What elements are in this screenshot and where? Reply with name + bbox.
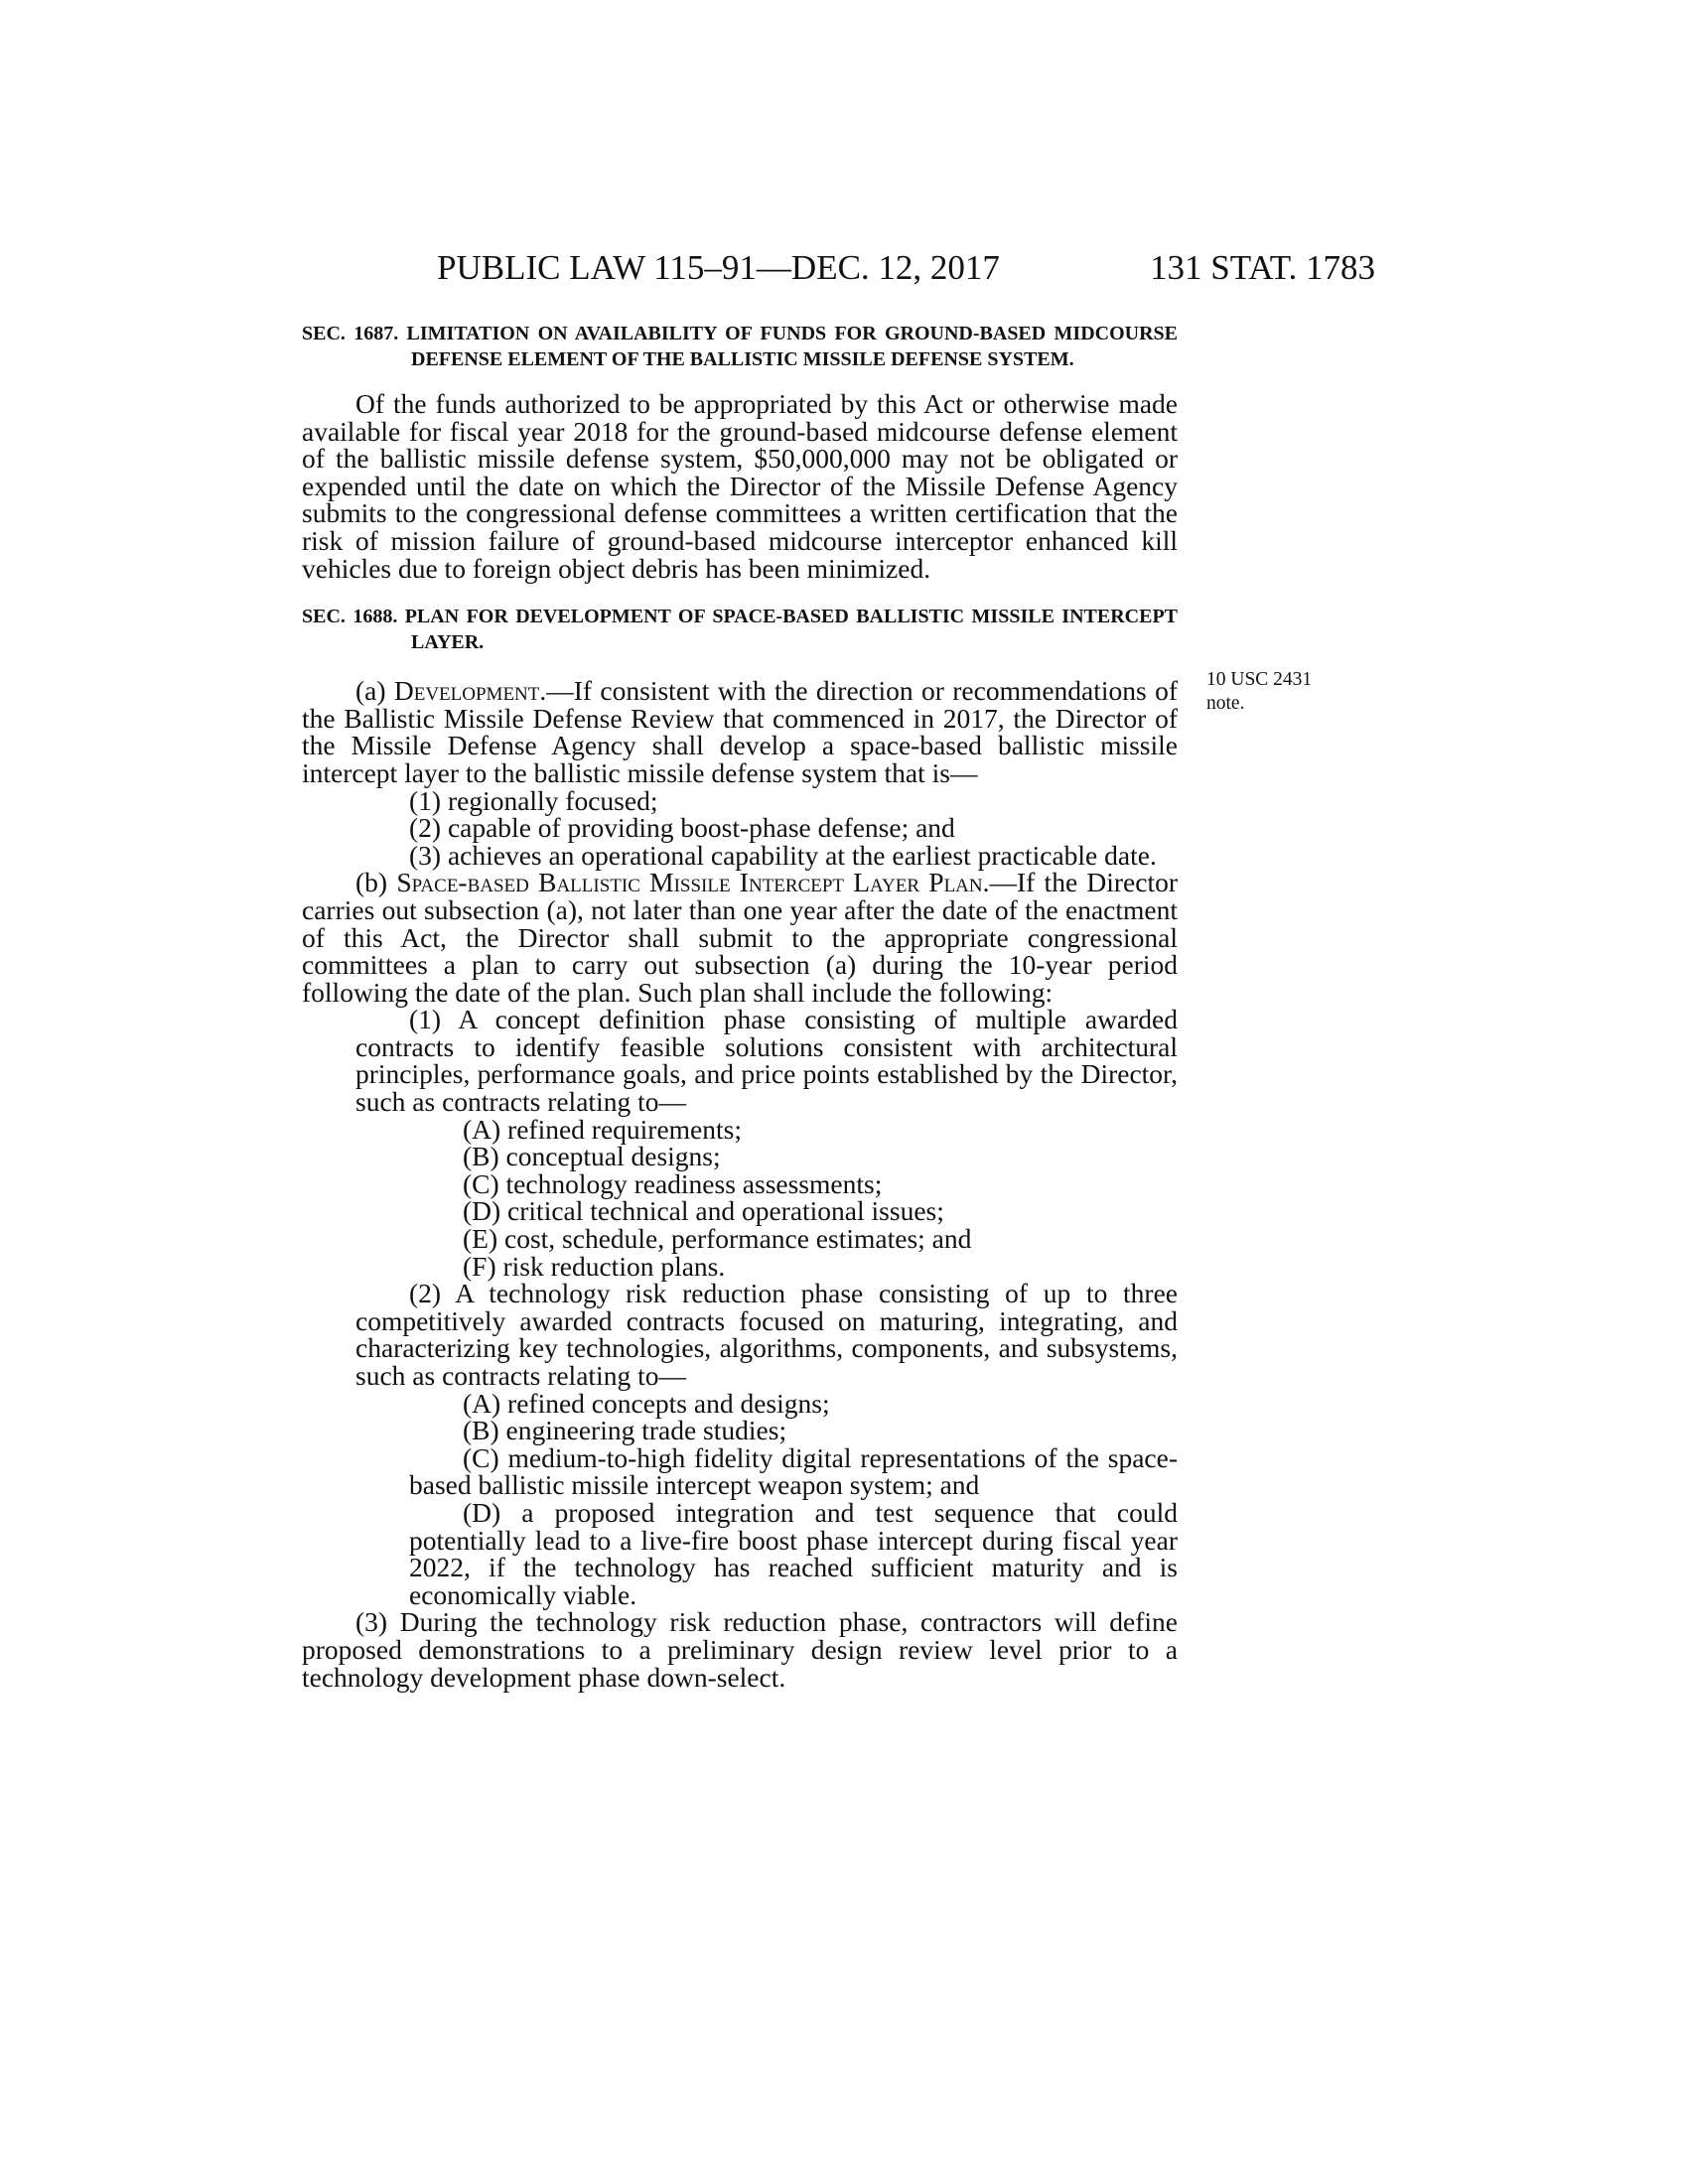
section-1687-text: Of the funds authorized to be appropriated by this Act or otherwise made available for fiscal year 2018 for the ground-based midcourse defense element of the ballistic missile defense system, $50,000,000 may not be obligated or expended until the date on which the Director of the Missile Defense Agency submits to the congressional defense committees a written certification that the risk of mission failure of ground-based midcourse interceptor enhanced kill vehicles due to foreign object debris has been minimized. xyxy=(302,388,1178,584)
subparagraph-b1-b: (B) conceptual designs; xyxy=(463,1141,721,1172)
paragraph-b3: (3) During the technology risk reduction phase, contractors will define proposed demonstrations to a preliminary design review level prior to a technology development phase down-select. xyxy=(302,1606,1178,1693)
subsection-a xyxy=(302,677,1178,786)
subsection-b-caption: Space-based Ballistic Missile Intercept Layer Plan xyxy=(396,867,983,898)
subparagraph-b1-f: (F) risk reduction plans. xyxy=(463,1250,726,1282)
subsection-a-caption: Development xyxy=(393,675,540,707)
paragraph-a1: (1) regionally focused; xyxy=(409,784,658,816)
subsection-b-text: .—If the Director carries out subsection (a), not later than one year after the date of the enactment of this Act, the Director shall submit to the appropriate congressional committees a plan to carry out subsection (a) during the 10-year period following the date of the plan. Such plan shall include the following: xyxy=(302,867,1179,1008)
subparagraph-b1-d: (D) critical technical and operational issues; xyxy=(463,1195,944,1227)
subsection-b xyxy=(302,869,1178,1006)
public-law-title: PUBLIC LAW 115–91—DEC. 12, 2017 xyxy=(437,248,1000,287)
margin-note-citation: 10 USC 2431 xyxy=(1206,669,1313,690)
paragraph-b1: (1) A concept definition phase consisting of multiple awarded contracts to identify feasible solutions consistent with architectural principles, performance goals, and price points established by the Director, such as contracts relating to— xyxy=(355,1004,1178,1118)
margin-note-suffix: note. xyxy=(1206,693,1245,714)
subparagraph-b1-a: (A) refined requirements; xyxy=(463,1113,742,1145)
subparagraph-b2-b: (B) engineering trade studies; xyxy=(463,1415,787,1446)
margin-note xyxy=(1206,668,1326,716)
subsection-a-text: .—If consistent with the direction or recommendations of the Ballistic Missile Defense Review that commenced in 2017, the Director of the Missile Defense Agency shall develop a space-based ballistic missile intercept layer to the ballistic missile defense system that is— xyxy=(302,675,1178,788)
paragraph-a3: (3) achieves an operational capability at the earliest practicable date. xyxy=(409,839,1157,871)
subsection-a-label: (a) xyxy=(355,675,394,707)
section-1688-heading: SEC. 1688. PLAN FOR DEVELOPMENT OF SPACE-BASED BALLISTIC MISSILE INTERCEPT LAYER. xyxy=(302,606,1178,654)
page-header xyxy=(437,248,1375,288)
subparagraph-b2-a: (A) refined concepts and designs; xyxy=(463,1387,830,1419)
subsection-b-label: (b) xyxy=(355,867,397,898)
subparagraph-b1-e: (E) cost, schedule, performance estimates; and xyxy=(463,1223,972,1255)
subparagraph-b2-d: (D) a proposed integration and test sequence that could potentially lead to a live-fire boost phase intercept during fiscal year 2022, if the technology has reached sufficient maturity and is economically viable. xyxy=(409,1496,1178,1610)
statute-page-number: 131 STAT. 1783 xyxy=(1150,248,1375,287)
subparagraph-b1-c: (C) technology readiness assessments; xyxy=(463,1167,883,1199)
paragraph-a2: (2) capable of providing boost-phase defense; and xyxy=(409,812,955,844)
paragraph-b2: (2) A technology risk reduction phase consisting of up to three competitively awarded contracts focused on maturing, integrating, and characterizing key technologies, algorithms, components, and subsystems, such as contracts relating to— xyxy=(355,1278,1178,1391)
subparagraph-b2-c: (C) medium-to-high fidelity digital representations of the space-based ballistic missile intercept weapon system; and xyxy=(409,1441,1178,1501)
section-1687-heading: SEC. 1687. LIMITATION ON AVAILABILITY OF FUNDS FOR GROUND-BASED MIDCOURSE DEFENSE ELEMENT OF THE BALLISTIC MISSILE DEFENSE SYSTEM. xyxy=(302,323,1178,370)
document-body xyxy=(302,321,1178,1691)
